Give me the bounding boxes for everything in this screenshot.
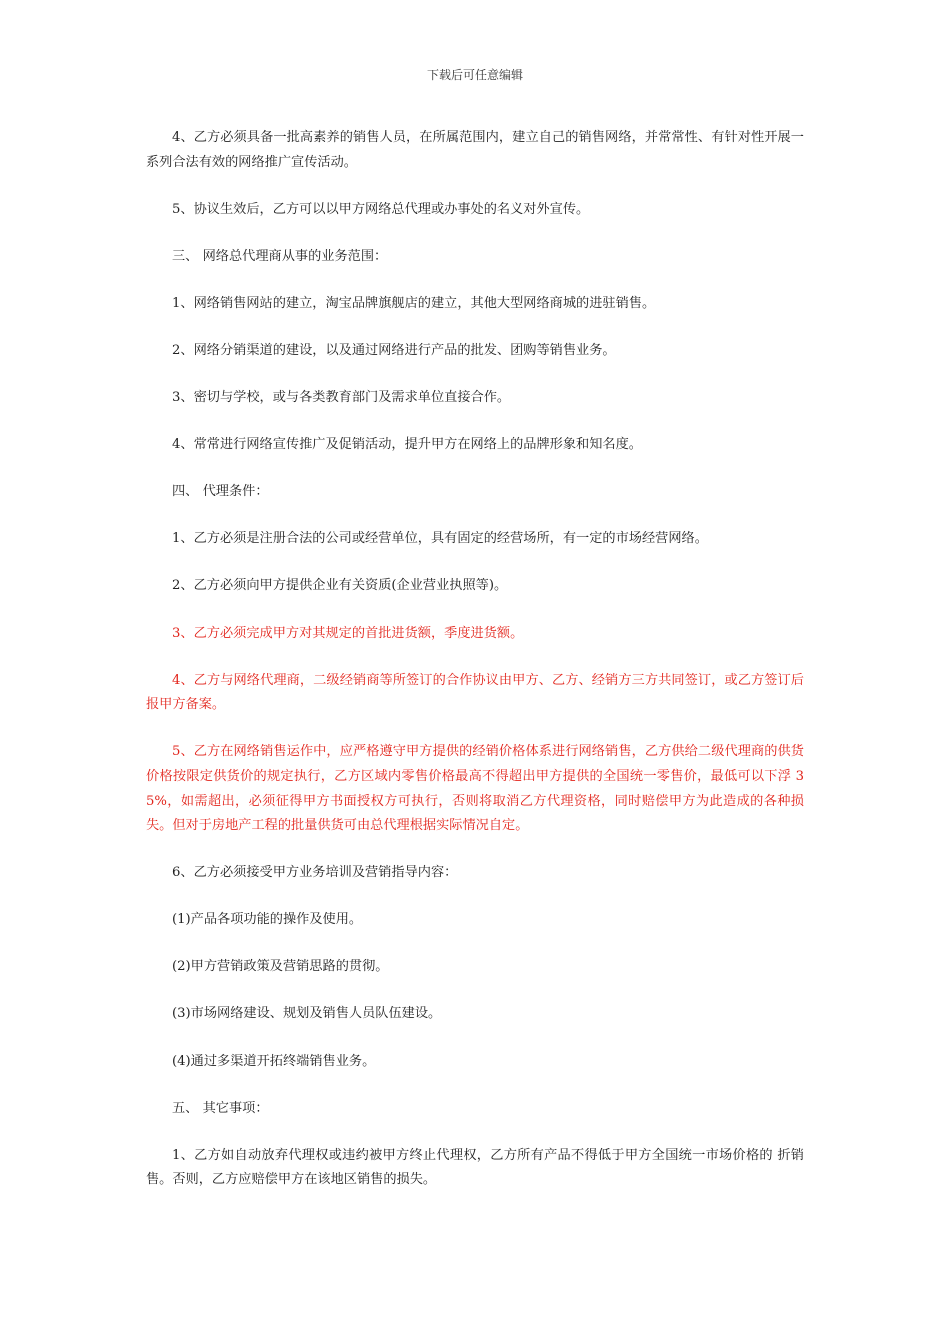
clause-5-publicity: 5、协议生效后，乙方可以以甲方网络总代理或办事处的名义对外宣传。	[172, 201, 590, 217]
clause-4-sales-staff: 4、乙方必须具备一批高素养的销售人员，在所属范围内，建立自己的销售网络，并常常性、有针对性开展一系列合法有效的网络推广宣传活动。	[146, 130, 804, 170]
section-3-heading: 三、 网络总代理商从事的业务范围：	[172, 248, 388, 264]
condition-item-4: 4、乙方与网络代理商，二级经销商等所签订的合作协议由甲方、乙方、经销方三方共同签订，或乙方签订后报甲方备案。	[146, 672, 804, 713]
scope-item-2: 2、网络分销渠道的建设，以及通过网络进行产品的批发、团购等销售业务。	[172, 342, 616, 358]
training-item-1: (1)产品各项功能的操作及使用。	[172, 912, 363, 928]
training-item-4: (4)通过多渠道开拓终端销售业务。	[172, 1053, 376, 1069]
condition-item-6: 6、乙方必须接受甲方业务培训及营销指导内容：	[172, 865, 458, 881]
condition-item-2: 2、乙方必须向甲方提供企业有关资质(企业营业执照等)。	[172, 578, 508, 594]
condition-item-3: 3、乙方必须完成甲方对其规定的首批进货额，季度进货额。	[172, 625, 524, 641]
section-4-heading: 四、 代理条件：	[172, 484, 269, 500]
page-header: 下载后可任意编辑	[426, 68, 523, 82]
document-body	[146, 126, 804, 1215]
other-item-1: 1、乙方如自动放弃代理权或违约被甲方终止代理权，乙方所有产品不得低于甲方全国统一市场价格的 折销售。否则，乙方应赔偿甲方在该地区销售的损失。	[146, 1147, 804, 1188]
condition-item-1: 1、乙方必须是注册合法的公司或经营单位，具有固定的经营场所，有一定的市场经营网络。	[172, 531, 708, 547]
scope-item-1: 1、网络销售网站的建立，淘宝品牌旗舰店的建立，其他大型网络商城的进驻销售。	[172, 295, 656, 311]
training-item-2: (2)甲方营销政策及营销思路的贯彻。	[172, 959, 389, 975]
condition-item-5: 5、乙方在网络销售运作中，应严格遵守甲方提供的经销价格体系进行网络销售，乙方供给二级代理商的供货价格按限定供货价的规定执行，乙方区域内零售价格最高不得超出甲方提供的全国统一零售价，最低可以下浮 35%，如需超出，必须征得甲方书面授权方可执行，否则将取消乙方代理资格，同时赔偿甲方为此造成的各种损失。但对于房地产工程的批量供货可由总代理根据实际情况自定。	[146, 744, 804, 834]
scope-item-4: 4、常常进行网络宣传推广及促销活动，提升甲方在网络上的品牌形象和知名度。	[172, 437, 642, 453]
training-item-3: (3)市场网络建设、规划及销售人员队伍建设。	[172, 1006, 442, 1022]
section-5-heading: 五、 其它事项：	[172, 1100, 269, 1116]
scope-item-3: 3、密切与学校，或与各类教育部门及需求单位直接合作。	[172, 390, 511, 406]
